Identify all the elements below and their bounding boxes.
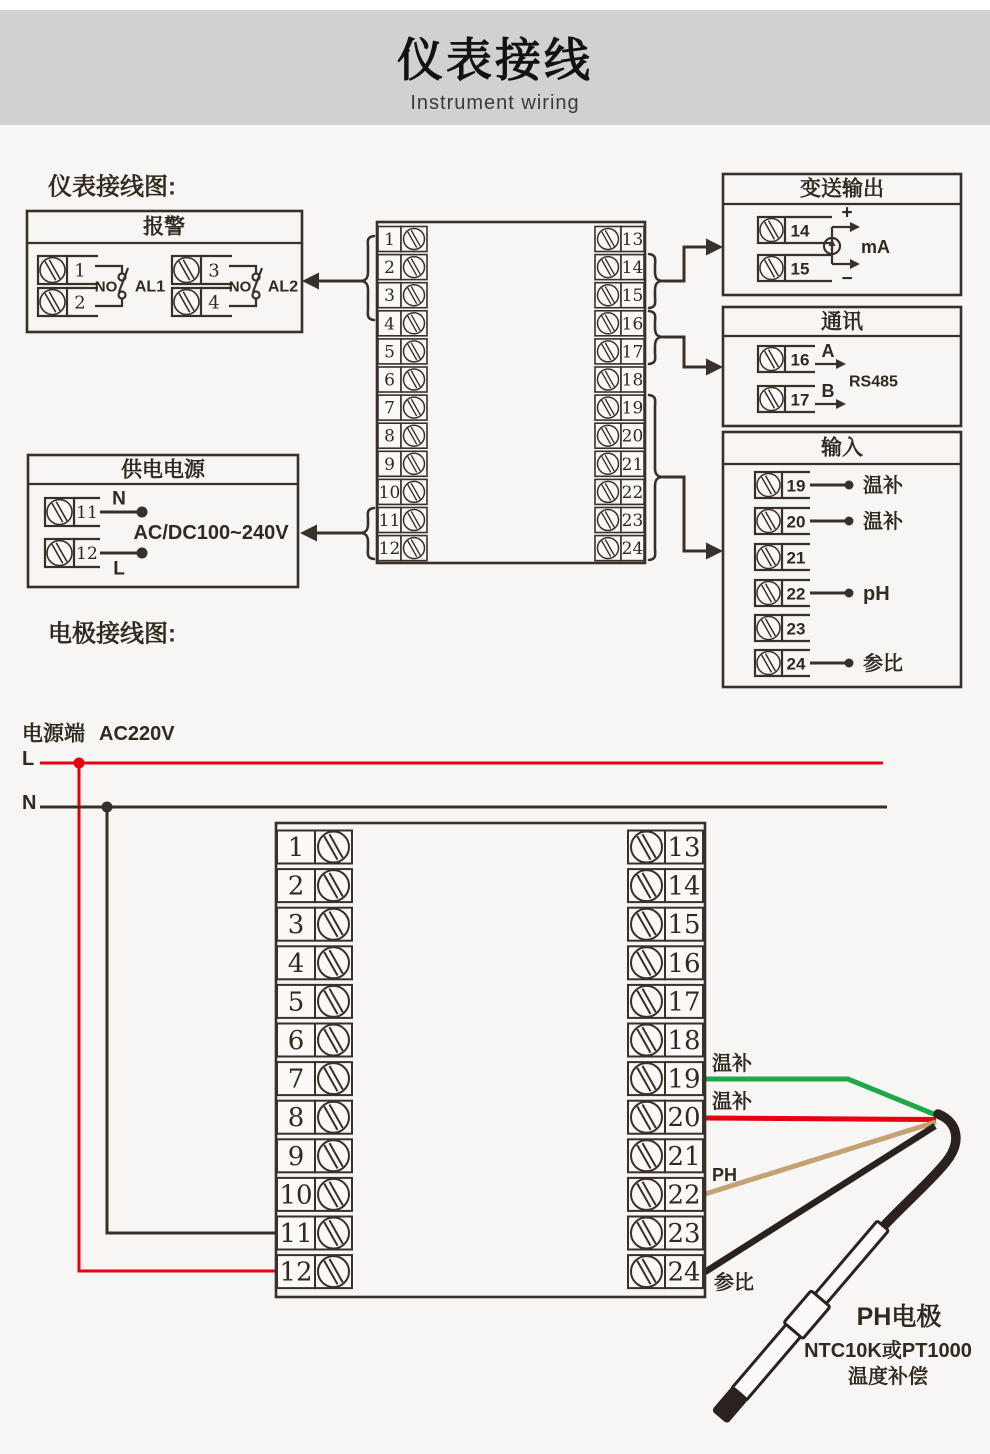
- screw-icon: [318, 909, 349, 940]
- screw-icon: [404, 397, 425, 418]
- terminal-number: 21: [667, 1141, 701, 1172]
- ph-wire-tan: [705, 1122, 936, 1194]
- terminal-number: 5: [384, 342, 395, 363]
- terminal-number: 15: [667, 910, 701, 941]
- screw-icon: [598, 257, 619, 278]
- wire-label-ref: 参比: [714, 1272, 754, 1294]
- screw-icon: [757, 510, 780, 533]
- terminal-number: 18: [667, 1026, 701, 1056]
- terminal-number: 1: [287, 833, 305, 863]
- arrow-to-alarm: [302, 273, 319, 290]
- screw-icon: [760, 388, 783, 411]
- screw-icon: [598, 285, 619, 306]
- screw-icon: [47, 500, 72, 525]
- ref-wire-black: [705, 1126, 935, 1272]
- screw-icon: [318, 870, 349, 901]
- electrode-compensation: 温度补偿: [848, 1366, 928, 1388]
- screw-icon: [598, 425, 619, 446]
- terminal-number: 5: [287, 987, 305, 1018]
- screw-icon: [404, 229, 425, 250]
- terminal-number: 2: [384, 258, 395, 279]
- terminal-number: 9: [384, 454, 395, 475]
- terminal-number: 7: [384, 398, 395, 419]
- screw-icon: [40, 290, 65, 315]
- terminal-number: 20: [667, 1103, 701, 1134]
- al2-label: AL2: [267, 278, 299, 296]
- input-box: [723, 432, 961, 687]
- screw-icon: [174, 258, 199, 283]
- terminal-number: 19: [667, 1064, 701, 1095]
- screw-icon: [631, 832, 662, 863]
- screw-icon: [760, 388, 783, 411]
- terminal-number: 17: [667, 987, 701, 1018]
- terminal-number: 10: [279, 1180, 313, 1211]
- screw-icon: [598, 453, 619, 474]
- terminal-number: 18: [621, 370, 644, 391]
- terminal-number: 19: [786, 476, 806, 496]
- screw-icon: [404, 341, 425, 362]
- terminal-number: 12: [76, 544, 98, 564]
- brace-power: [360, 508, 374, 559]
- screw-icon: [631, 1102, 662, 1133]
- screw-icon: [404, 425, 425, 446]
- input-label-temp2: 温补: [863, 511, 903, 533]
- terminal-number: 3: [384, 286, 395, 307]
- terminal-number: 24: [786, 654, 806, 674]
- no-contact-al1: [95, 266, 165, 306]
- ma-source-symbol: [824, 203, 890, 290]
- terminal-number: 9: [287, 1141, 305, 1172]
- rs485-b-label: B: [821, 381, 835, 401]
- terminal-number: 23: [621, 511, 644, 531]
- brace-input: [649, 395, 663, 560]
- wire-label-ph: PH: [712, 1165, 738, 1185]
- arrow-to-power: [300, 525, 317, 542]
- screw-icon: [40, 258, 65, 283]
- screw-icon: [631, 1063, 662, 1094]
- screw-icon: [631, 1256, 662, 1287]
- screw-icon: [598, 313, 619, 334]
- screw-icon: [404, 285, 425, 306]
- screw-icon: [757, 546, 780, 569]
- screw-icon: [404, 453, 425, 474]
- terminal-number: 24: [621, 539, 644, 560]
- terminal-number: 14: [621, 258, 644, 279]
- terminal-number: 17: [621, 342, 644, 363]
- rs485-a-label: A: [821, 341, 835, 361]
- terminal-number: 13: [621, 230, 644, 250]
- screw-icon: [47, 541, 72, 566]
- terminal-number: 6: [384, 370, 395, 391]
- screw-icon: [174, 258, 199, 283]
- terminal-number: 21: [621, 454, 644, 475]
- screw-icon: [757, 582, 780, 605]
- al1-label: AL1: [134, 278, 166, 296]
- terminal-number: 11: [76, 503, 98, 523]
- live-line-label: L: [22, 748, 35, 770]
- input-label-ref: 参比: [863, 653, 903, 675]
- screw-icon: [757, 617, 780, 640]
- terminal-number: 11: [279, 1219, 313, 1249]
- instrument-diagram-label: 仪表接线图:: [48, 173, 176, 201]
- terminal-number: 1: [74, 260, 86, 282]
- terminal-number: 12: [279, 1257, 313, 1288]
- mains-label: 电源端: [22, 722, 85, 746]
- arrow-to-comm: [706, 359, 723, 376]
- upper-terminal-block: [378, 227, 644, 561]
- terminal-number: 13: [667, 833, 701, 863]
- screw-icon: [760, 348, 783, 371]
- screw-icon: [631, 1218, 662, 1249]
- terminal-number: 16: [790, 350, 810, 370]
- terminal-number: 10: [378, 482, 401, 503]
- screw-icon: [404, 510, 425, 531]
- arrow-to-input: [706, 543, 723, 560]
- screw-icon: [318, 1063, 349, 1094]
- terminal-number: 1: [384, 230, 395, 250]
- mains-voltage: AC220V: [99, 723, 175, 745]
- terminal-number: 14: [667, 871, 701, 902]
- screw-icon: [404, 369, 425, 390]
- screw-icon: [598, 229, 619, 250]
- screw-icon: [404, 257, 425, 278]
- transmit-output-box: [723, 174, 961, 295]
- terminal-number: 16: [621, 314, 644, 335]
- no-contact-al2: [229, 266, 298, 306]
- terminal-number: 17: [790, 390, 810, 410]
- screw-icon: [757, 510, 780, 533]
- wire-label-temp2: 温补: [712, 1091, 752, 1113]
- screw-icon: [760, 348, 783, 371]
- brace-comm: [649, 311, 663, 364]
- terminal-number: 8: [287, 1103, 305, 1134]
- terminal-number: 15: [621, 286, 644, 307]
- screw-icon: [404, 481, 425, 502]
- terminal-number: 2: [287, 871, 305, 902]
- screw-icon: [598, 538, 619, 559]
- brace-alarm: [360, 236, 374, 320]
- screw-icon: [598, 341, 619, 362]
- screw-icon: [404, 538, 425, 559]
- electrode-sensor: NTC10K或PT1000: [804, 1340, 972, 1362]
- terminal-number: 15: [790, 259, 810, 279]
- terminal-number: 12: [378, 539, 401, 560]
- screw-icon: [631, 1140, 662, 1171]
- terminal-number: 21: [786, 548, 806, 568]
- arrow-to-transmit: [706, 239, 723, 256]
- no-label: NO: [94, 278, 118, 296]
- screw-icon: [40, 258, 65, 283]
- screw-icon: [598, 397, 619, 418]
- screw-icon: [760, 219, 783, 242]
- terminal-number: 23: [786, 619, 806, 639]
- terminal-number: 23: [667, 1219, 701, 1249]
- screw-icon: [598, 510, 619, 531]
- screw-icon: [631, 870, 662, 901]
- screw-icon: [757, 652, 780, 675]
- screw-icon: [757, 582, 780, 605]
- comm-box-title: 通讯: [821, 310, 863, 334]
- terminal-number: 22: [667, 1180, 701, 1211]
- screw-icon: [760, 219, 783, 242]
- screw-icon: [757, 652, 780, 675]
- wire-label-temp1: 温补: [712, 1053, 752, 1075]
- terminal-number: 8: [384, 426, 395, 447]
- screw-icon: [318, 947, 349, 978]
- terminal-number: 4: [208, 292, 220, 314]
- electrode-cable: [881, 1114, 956, 1229]
- terminal-number: 3: [287, 910, 305, 941]
- screw-icon: [318, 1218, 349, 1249]
- no-label: NO: [228, 278, 252, 296]
- terminal-number: 3: [208, 260, 220, 282]
- terminal-number: 22: [786, 584, 806, 604]
- ma-label: mA: [861, 237, 891, 257]
- screw-icon: [598, 369, 619, 390]
- screw-icon: [174, 290, 199, 315]
- screw-icon: [760, 257, 783, 280]
- screw-icon: [318, 832, 349, 863]
- screw-icon: [318, 986, 349, 1017]
- screw-icon: [757, 474, 780, 497]
- electrode-diagram-label: 电极接线图:: [48, 620, 176, 648]
- screw-icon: [318, 1140, 349, 1171]
- input-box-title: 输入: [821, 436, 863, 460]
- screw-icon: [318, 1025, 349, 1056]
- live-label: L: [113, 558, 125, 580]
- page-subtitle: Instrument wiring: [410, 92, 580, 114]
- live-wire: [40, 758, 883, 1272]
- brace-transmit: [649, 254, 663, 308]
- neutral-label: N: [112, 488, 126, 510]
- terminal-number: 20: [621, 426, 644, 447]
- terminal-number: 4: [384, 314, 395, 335]
- terminal-number: 6: [287, 1026, 305, 1056]
- screw-icon: [598, 481, 619, 502]
- transmit-box-title: 变送输出: [800, 177, 884, 201]
- rs485-label: RS485: [849, 373, 898, 391]
- screw-icon: [318, 1102, 349, 1133]
- terminal-number: 24: [667, 1257, 701, 1288]
- terminal-number: 20: [786, 512, 806, 532]
- screw-icon: [631, 947, 662, 978]
- screw-icon: [631, 909, 662, 940]
- terminal-number: 2: [74, 292, 86, 314]
- screw-icon: [47, 541, 72, 566]
- alarm-box-title: 报警: [143, 215, 185, 239]
- screw-icon: [757, 474, 780, 497]
- screw-icon: [760, 257, 783, 280]
- power-box-title: 供电电源: [121, 458, 205, 482]
- plus-label: +: [841, 202, 853, 224]
- electrode-name: PH电极: [856, 1303, 942, 1331]
- screw-icon: [757, 617, 780, 640]
- screw-icon: [631, 1025, 662, 1056]
- screw-icon: [631, 1179, 662, 1210]
- screw-icon: [40, 290, 65, 315]
- screw-icon: [404, 313, 425, 334]
- terminal-number: 14: [790, 221, 810, 241]
- terminal-number: 7: [287, 1064, 305, 1095]
- screw-icon: [631, 986, 662, 1017]
- terminal-number: 16: [667, 948, 701, 979]
- neutral-wire: [40, 802, 887, 1234]
- terminal-number: 19: [621, 398, 644, 419]
- comm-box: [723, 307, 961, 426]
- screw-icon: [47, 500, 72, 525]
- voltage-label: AC/DC100~240V: [133, 522, 289, 544]
- terminal-number: 4: [287, 948, 305, 979]
- screw-icon: [757, 546, 780, 569]
- terminal-number: 11: [378, 511, 401, 531]
- alarm-box: [27, 211, 302, 332]
- minus-label: −: [841, 268, 853, 290]
- screw-icon: [318, 1179, 349, 1210]
- input-label-temp1: 温补: [863, 475, 903, 497]
- temp-wire-red: [705, 1118, 936, 1120]
- terminal-number: 22: [621, 482, 644, 503]
- screw-icon: [174, 290, 199, 315]
- input-label-ph: pH: [863, 583, 890, 605]
- screw-icon: [318, 1256, 349, 1287]
- page-title: 仪表接线: [397, 34, 593, 86]
- neutral-line-label: N: [22, 792, 37, 814]
- power-box: [28, 455, 298, 587]
- lower-terminal-block: [277, 831, 703, 1289]
